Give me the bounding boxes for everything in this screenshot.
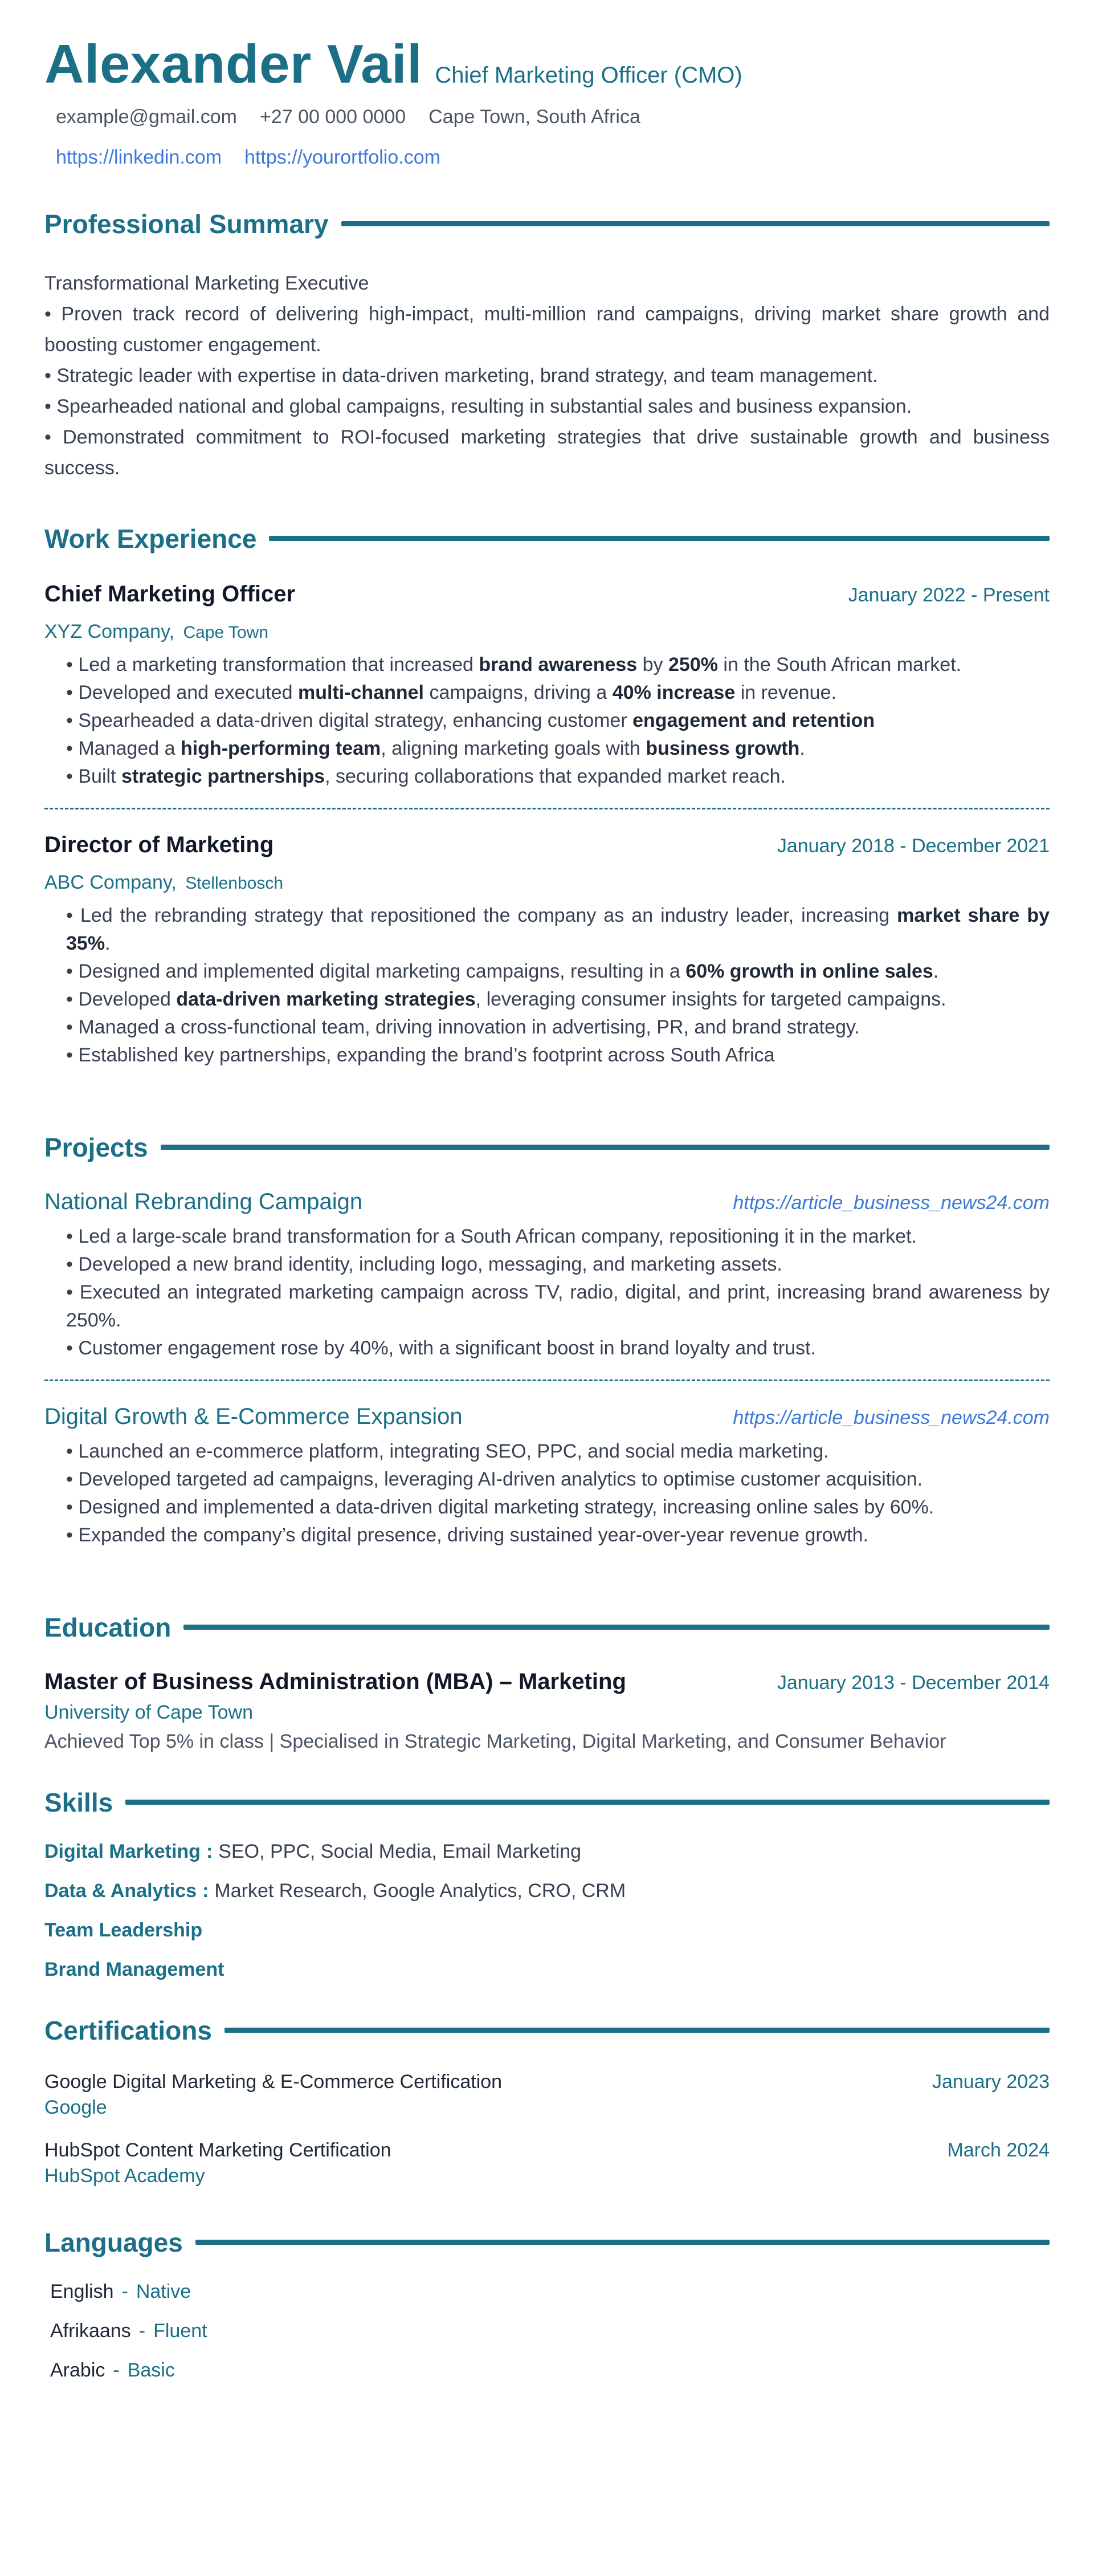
- company-name: XYZ Company: [44, 620, 169, 642]
- language-item: Arabic - Basic: [50, 2359, 175, 2381]
- summary-line: • Spearheaded national and global campaigns, resulting in substantial sales and business expansion.: [44, 395, 912, 417]
- education-detail: Achieved Top 5% in class | Specialised in Strategic Marketing, Digital Marketing, and Consumer Behavior: [44, 1730, 946, 1752]
- bullet-item: • Managed a cross-functional team, driving innovation in advertising, PR, and brand strategy.: [66, 1014, 1050, 1041]
- phone-text[interactable]: +27 00 000 0000: [259, 105, 406, 128]
- job-bullets: [44, 651, 1050, 791]
- job-bullets: [44, 902, 1050, 1069]
- job-entry: Chief Marketing Officer January 2022 - Present XYZ Company, Cape Town • Led a marketing transformation that increased brand awareness by 250% in the South African market. • Developed and executed multi-channel campaigns, driving a 40% increase in revenue. • Spearheaded a data-driven digital strategy, enhancing customer engagement and retention • Managed a high-performing team, aligning marketing goals with business growth. • Built strategic partnerships, securing collaborations that expanded market reach.: [44, 581, 1050, 791]
- bullet-item: • Launched an e-commerce platform, integrating SEO, PPC, and social media marketing.: [66, 1438, 1050, 1466]
- links-row: [44, 146, 1050, 169]
- location-text: Cape Town, South Africa: [428, 105, 640, 128]
- bullet-item: • Expanded the company’s digital presence, driving sustained year-over-year revenue growth.: [66, 1521, 1050, 1549]
- bullet-item: • Developed and executed multi-channel campaigns, driving a 40% increase in revenue.: [66, 679, 1050, 707]
- linkedin-link[interactable]: https://linkedin.com: [56, 146, 222, 168]
- section-rule: [125, 1800, 1050, 1805]
- project-entry: [44, 1404, 1050, 1549]
- section-projects-header: [44, 1132, 1050, 1163]
- company-name: ABC Company: [44, 871, 172, 893]
- certification-date: January 2023: [932, 2070, 1050, 2093]
- job-entry: Director of Marketing January 2018 - December 2021 ABC Company, Stellenbosch • Led the rebranding strategy that repositioned the company as an industry leader, increasing market share by 35%. • Designed and implemented digital marketing campaigns, resulting in a 60% growth in online sales. • Developed data-driven marketing strategies, leveraging consumer insights for targeted campaigns. • Managed a cross-functional team, driving innovation in advertising, PR, and brand strategy. • Established key partnerships, expanding the brand’s footprint across South Africa: [44, 832, 1050, 1069]
- resume-header: [44, 34, 1050, 95]
- languages-list: [44, 2281, 1050, 2382]
- section-rule: [341, 221, 1050, 226]
- certification-issuer: HubSpot Academy: [44, 2164, 205, 2187]
- section-skills-header: [44, 1787, 1050, 1818]
- bullet-item: • Developed data-driven marketing strategies, leveraging consumer insights for targeted campaigns.: [66, 986, 1050, 1014]
- summary-line: • Proven track record of delivering high-impact, multi-million rand campaigns, driving market share growth and boosting customer engagement.: [44, 303, 1050, 356]
- job-title: Chief Marketing Officer: [44, 581, 296, 607]
- section-languages-header: [44, 2227, 1050, 2258]
- language-level: Native: [136, 2280, 191, 2302]
- language-name: English: [50, 2280, 114, 2302]
- skills-list: [44, 1841, 1050, 1981]
- company-location: Stellenbosch: [185, 873, 284, 893]
- certification-entry: [44, 2071, 1050, 2119]
- skill-item: [44, 1919, 1050, 1942]
- bullet-item: • Led the rebranding strategy that repositioned the company as an industry leader, increasing market share by 35%.: [66, 902, 1050, 958]
- bullet-item: • Led a large-scale brand transformation for a South African company, repositioning it in the market.: [66, 1223, 1050, 1251]
- bullet-item: • Spearheaded a data-driven digital strategy, enhancing customer engagement and retention: [66, 707, 1050, 735]
- summary-line: • Strategic leader with expertise in data-driven marketing, brand strategy, and team management.: [44, 364, 878, 386]
- language-level: Basic: [127, 2359, 175, 2381]
- section-work-header: [44, 523, 1050, 554]
- bullet-item: • Customer engagement rose by 40%, with a significant boost in brand loyalty and trust.: [66, 1334, 1050, 1362]
- section-title: Education: [44, 1612, 172, 1642]
- section-certifications-header: [44, 2015, 1050, 2046]
- entry-divider: [44, 1379, 1050, 1381]
- bullet-item: • Built strategic partnerships, securing collaborations that expanded market reach.: [66, 763, 1050, 791]
- project-bullets: [44, 1223, 1050, 1362]
- bullet-item: • Designed and implemented digital marketing campaigns, resulting in a 60% growth in online sales.: [66, 958, 1050, 986]
- skill-name: Digital Marketing: [44, 1840, 201, 1862]
- portfolio-link[interactable]: https://yourortfolio.com: [244, 146, 440, 168]
- degree-title: Master of Business Administration (MBA) – Marketing: [44, 1669, 626, 1694]
- language-name: Afrikaans: [50, 2319, 131, 2342]
- candidate-title: Chief Marketing Officer (CMO): [435, 63, 742, 88]
- skill-value: SEO, PPC, Social Media, Email Marketing: [218, 1840, 582, 1862]
- language-name: Arabic: [50, 2359, 105, 2381]
- skill-item: Digital Marketing : SEO, PPC, Social Media, Email Marketing: [44, 1840, 582, 1862]
- section-rule: [183, 1625, 1050, 1630]
- bullet-item: • Developed targeted ad campaigns, leveraging AI-driven analytics to optimise customer acquisition.: [66, 1466, 1050, 1493]
- section-title: Work Experience: [44, 523, 257, 554]
- certification-name: Google Digital Marketing & E-Commerce Certification: [44, 2070, 503, 2093]
- contact-row: [44, 106, 1050, 128]
- section-education-header: [44, 1612, 1050, 1643]
- section-title: Languages: [44, 2227, 183, 2257]
- skill-item: Data & Analytics : Market Research, Google Analytics, CRO, CRM: [44, 1879, 626, 1902]
- job-title: Director of Marketing: [44, 832, 274, 857]
- skill-value: Market Research, Google Analytics, CRO, CRM: [214, 1879, 626, 1902]
- certification-entry: [44, 2139, 1050, 2187]
- bullet-item: • Managed a high-performing team, aligning marketing goals with business growth.: [66, 735, 1050, 763]
- project-link[interactable]: https://article_business_news24.com: [733, 1406, 1050, 1429]
- section-title: Projects: [44, 1132, 148, 1162]
- skill-name: Team Leadership: [44, 1919, 203, 1941]
- section-rule: [269, 536, 1050, 541]
- certification-name: HubSpot Content Marketing Certification: [44, 2139, 391, 2161]
- section-title: Professional Summary: [44, 209, 329, 239]
- project-title: Digital Growth & E-Commerce Expansion: [44, 1403, 463, 1429]
- section-rule: [195, 2240, 1050, 2245]
- section-rule: [224, 2028, 1050, 2033]
- summary-line: • Demonstrated commitment to ROI-focused marketing strategies that drive sustainable growth and business success.: [44, 426, 1050, 479]
- job-dates: January 2022 - Present: [848, 584, 1050, 606]
- email-text[interactable]: example@gmail.com: [56, 105, 237, 128]
- skill-item: [44, 1959, 1050, 1981]
- project-link[interactable]: https://article_business_news24.com: [733, 1191, 1050, 1214]
- language-item: English - Native: [50, 2280, 191, 2302]
- certification-date: March 2024: [947, 2139, 1050, 2161]
- bullet-item: • Established key partnerships, expanding the brand’s footprint across South Africa: [66, 1041, 1050, 1069]
- section-rule: [161, 1145, 1050, 1150]
- entry-divider: [44, 808, 1050, 809]
- summary-heading: Transformational Marketing Executive: [44, 272, 369, 294]
- bullet-item: • Developed a new brand identity, including logo, messaging, and marketing assets.: [66, 1251, 1050, 1279]
- candidate-name: Alexander Vail: [44, 34, 423, 95]
- section-title: Certifications: [44, 2015, 212, 2045]
- section-title: Skills: [44, 1787, 113, 1817]
- company-location: Cape Town: [183, 622, 269, 642]
- bullet-item: • Led a marketing transformation that increased brand awareness by 250% in the South African market.: [66, 651, 1050, 679]
- summary-block: [44, 268, 1050, 483]
- language-level: Fluent: [153, 2319, 207, 2342]
- bullet-item: • Executed an integrated marketing campaign across TV, radio, digital, and print, increasing brand awareness by 250%.: [66, 1279, 1050, 1334]
- project-title: National Rebranding Campaign: [44, 1189, 363, 1214]
- skill-name: Data & Analytics: [44, 1879, 197, 1902]
- education-entry: [44, 1669, 1050, 1753]
- project-entry: [44, 1189, 1050, 1362]
- job-dates: January 2018 - December 2021: [777, 835, 1050, 857]
- skill-name: Brand Management: [44, 1958, 224, 1980]
- bullet-item: • Designed and implemented a data-driven digital marketing strategy, increasing online sales by 60%.: [66, 1493, 1050, 1521]
- education-dates: January 2013 - December 2014: [777, 1671, 1050, 1694]
- section-summary-header: [44, 209, 1050, 239]
- language-item: Afrikaans - Fluent: [50, 2319, 207, 2342]
- school-name: University of Cape Town: [44, 1701, 253, 1723]
- project-bullets: [44, 1438, 1050, 1549]
- certification-issuer: Google: [44, 2096, 107, 2118]
